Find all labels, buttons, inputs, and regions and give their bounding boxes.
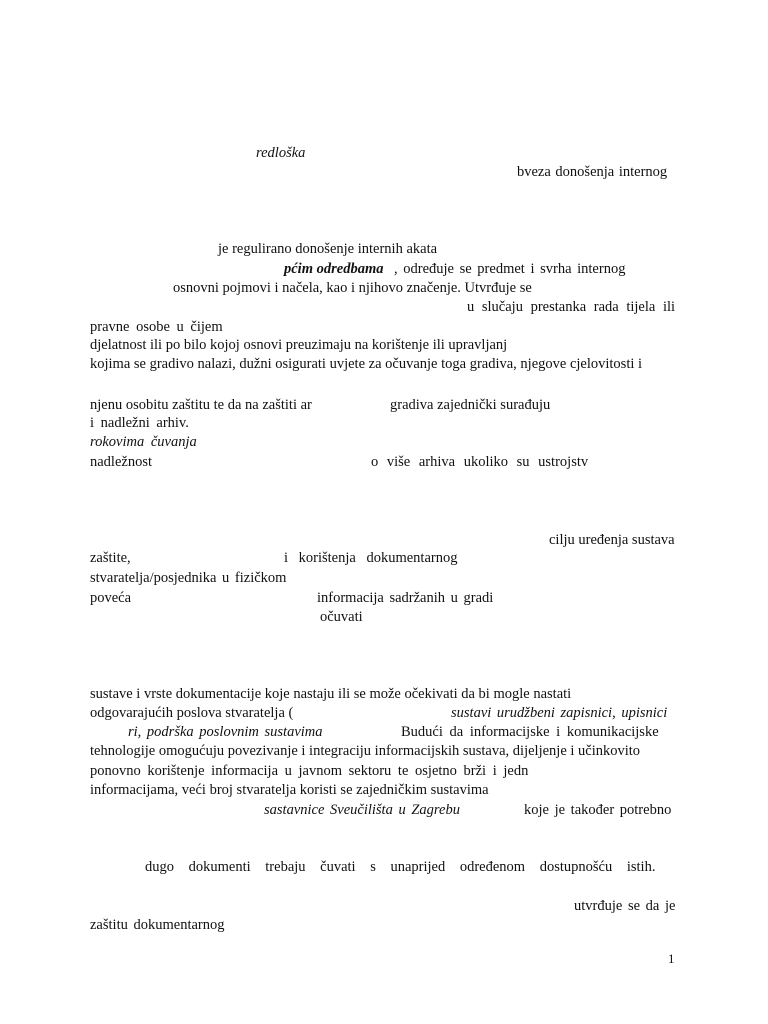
- text-line: sustave i vrste dokumentacije koje nastaju ili se može očekivati da bi mogle nastati: [90, 686, 572, 702]
- text-line: zaštite,: [90, 550, 131, 566]
- text-line: sastavnice Sveučilišta u Zagrebu: [264, 802, 460, 818]
- text-line: ponovno korištenje informacija u javnom sektoru te osjetno brži i jedn: [90, 763, 529, 779]
- text-line: redloška: [256, 145, 306, 161]
- text-line: ri, podrška poslovnim sustavima: [128, 724, 323, 740]
- page-number: 1: [668, 951, 675, 966]
- text-line: informacijama, veći broj stvaratelja koristi se zajedničkim sustavima: [90, 782, 489, 798]
- text-line: rokovima čuvanja: [90, 434, 197, 450]
- text-line: informacija sadržanih u gradi: [317, 590, 494, 606]
- text-line: pravne osobe u čijem: [90, 319, 223, 335]
- text-line: poveća: [90, 590, 132, 606]
- text-line: sustavi urudžbeni zapisnici, upisnici: [451, 705, 668, 721]
- text-line: djelatnost ili po bilo kojoj osnovi preuzimaju na korištenje ili upravljanj: [90, 337, 508, 353]
- text-line: , određuje se predmet i svrha internog: [394, 261, 626, 277]
- text-line: o više arhiva ukoliko su ustrojstv: [371, 454, 589, 470]
- text-line: nadležnost: [90, 454, 153, 470]
- text-line: osnovni pojmovi i načela, kao i njihovo značenje. Utvrđuje se: [173, 280, 532, 296]
- text-line: utvrđuje se da je: [574, 898, 676, 914]
- text-line: odgovarajućih poslova stvaratelja (: [90, 705, 294, 721]
- text-line: gradiva zajednički surađuju: [390, 397, 551, 413]
- text-line: i korištenja dokumentarnog: [284, 550, 458, 566]
- text-line: kojima se gradivo nalazi, dužni osigurati uvjete za očuvanje toga gradiva, njegove cjelovitosti i: [90, 356, 643, 372]
- text-line: tehnologije omogućuju povezivanje i integraciju informacijskih sustava, dijeljenje i učinkovito: [90, 743, 641, 759]
- text-line: u slučaju prestanka rada tijela ili: [467, 299, 676, 315]
- text-line: njenu osobitu zaštitu te da na zaštiti ar: [90, 397, 312, 413]
- text-line: dugo dokumenti trebaju čuvati s unaprijed određenom dostupnošću istih.: [145, 859, 656, 875]
- text-line: cilju uređenja sustava: [549, 532, 675, 548]
- text-line: očuvati: [320, 609, 363, 625]
- text-line: zaštitu dokumentarnog: [90, 917, 225, 933]
- text-line: koje je također potrebno: [524, 802, 672, 818]
- text-line: Budući da informacijske i komunikacijske: [401, 724, 659, 740]
- text-line: je regulirano donošenje internih akata: [218, 241, 438, 257]
- text-line: i nadležni arhiv.: [90, 415, 189, 431]
- text-line: pćim odredbama: [284, 261, 384, 277]
- text-line: bveza donošenja internog: [517, 164, 668, 180]
- text-line: stvaratelja/posjednika u fizičkom: [90, 570, 287, 586]
